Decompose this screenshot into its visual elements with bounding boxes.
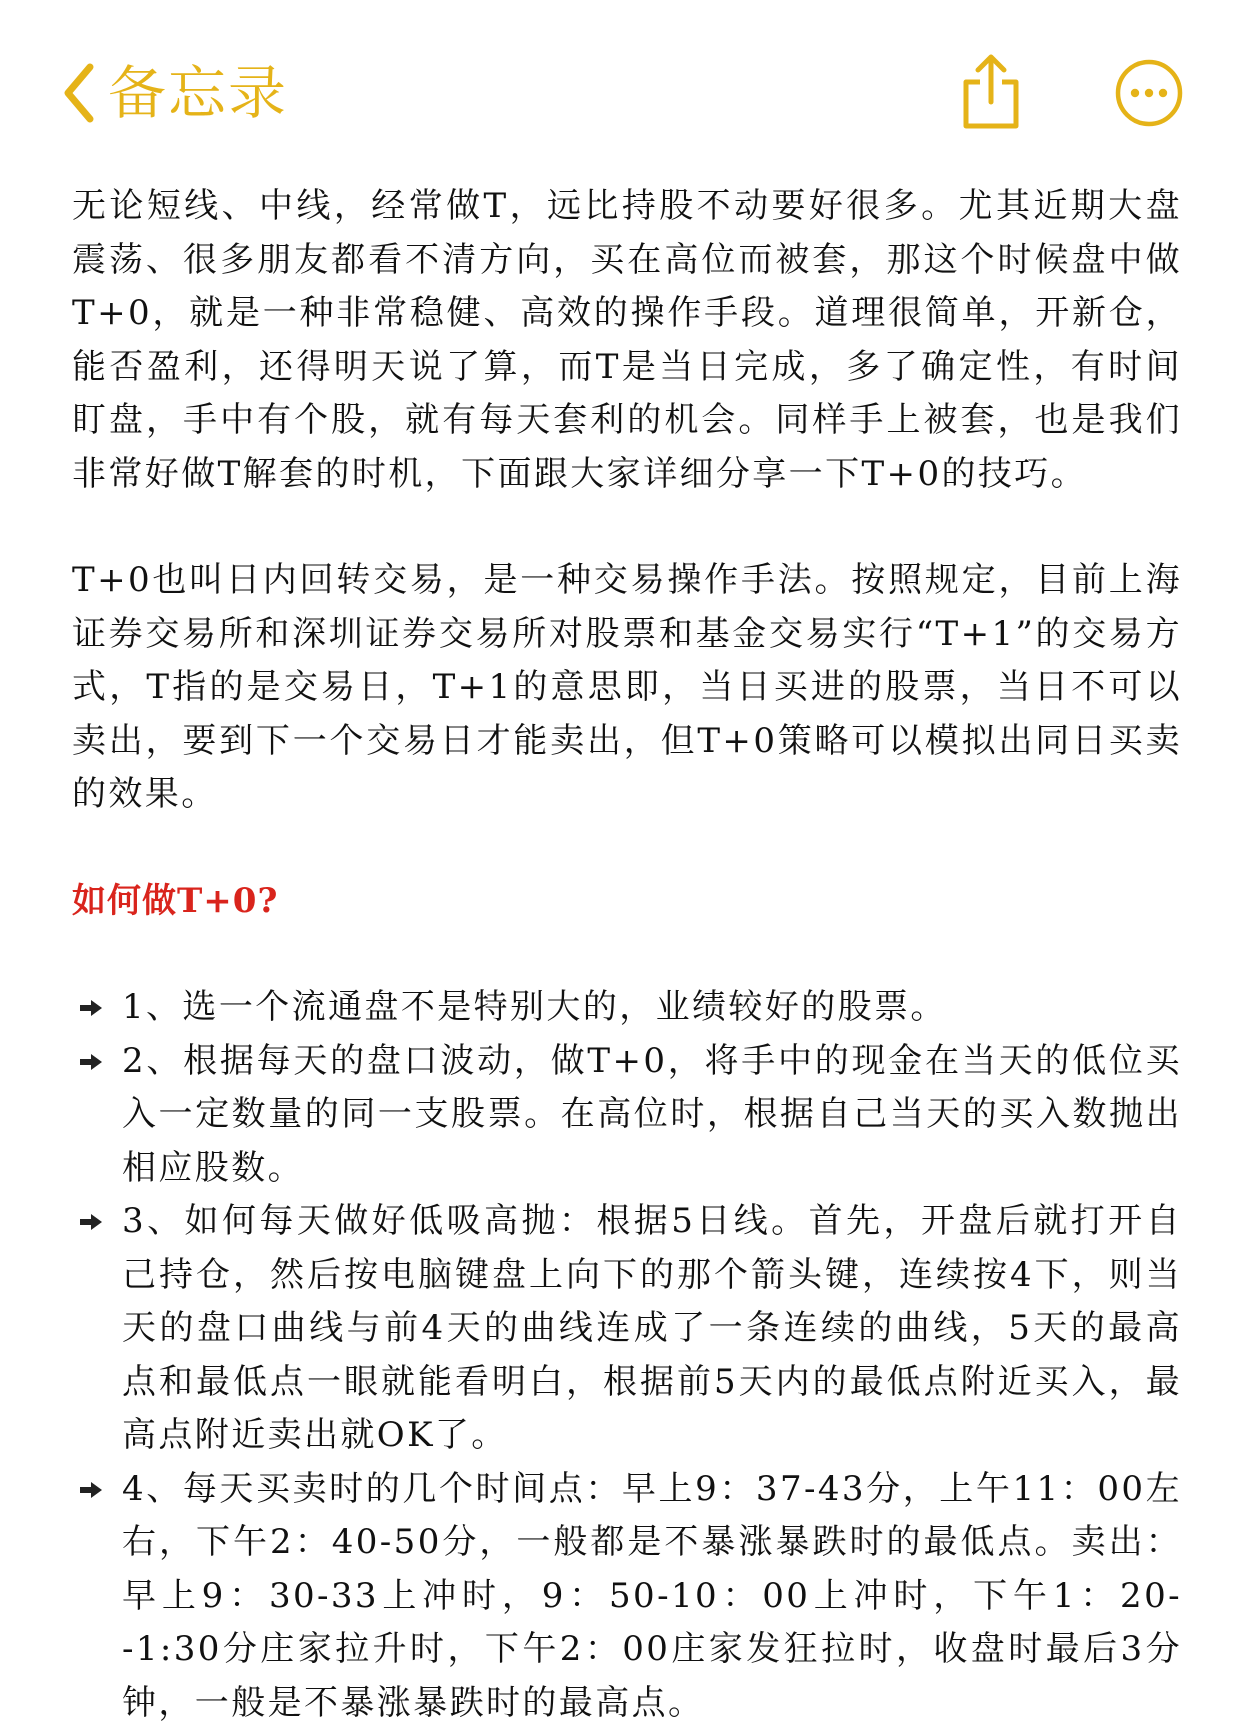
arrow-bullet-icon [78,998,104,1018]
more-icon [1114,58,1184,128]
definition-paragraph: T+0也叫日内回转交易，是一种交易操作手法。按照规定，目前上海证券交易所和深圳证券交易所对股票和基金交易实行“T+1”的交易方式，T指的是交易日，T+1的意思即，当日买进的股票，当日不可以卖出，要到下一个交易日才能卖出，但T+0策略可以模拟出同日买卖的效果。 [72,554,1182,822]
tips-list [72,981,1182,1730]
list-item-text: 3、如何每天做好低吸高抛：根据5日线。首先，开盘后就打开自己持仓，然后按电脑键盘上向下的那个箭头键，连续按4下，则当天的盘口曲线与前4天的曲线连成了一条连续的曲线，5天的最高点和最低点一眼就能看明白，根据前5天内的最低点附近买入，最高点附近卖出就OK了。 [122,1201,1182,1455]
chevron-left-icon [62,62,96,124]
note-body[interactable] [72,180,1182,1730]
list-item [72,981,1182,1035]
list-item-text: 4、每天买卖时的几个时间点：早上9：37-43分，上午11：00左右，下午2：40-50分，一般都是不暴涨暴跌时的最低点。卖出：早上9：30-33上冲时，9：50-10：00上冲时，下午1：20--1:30分庄家拉升时，下午2：00庄家发狂拉时，收盘时最后3分钟，一般是不暴涨暴跌时的最高点。 [122,1469,1182,1723]
back-label: 备忘录 [108,58,288,128]
list-item-text: 1、选一个流通盘不是特别大的，业绩较好的股票。 [122,987,947,1027]
arrow-bullet-icon [78,1212,104,1232]
intro-paragraph: 无论短线、中线，经常做T，远比持股不动要好很多。尤其近期大盘震荡、很多朋友都看不清方向，买在高位而被套，那这个时候盘中做T+0，就是一种非常稳健、高效的操作手段。道理很简单，开新仓，能否盈利，还得明天说了算，而T是当日完成，多了确定性，有时间盯盘，手中有个股，就有每天套利的机会。同样手上被套，也是我们非常好做T解套的时机，下面跟大家详细分享一下T+0的技巧。 [72,180,1182,501]
section-heading: 如何做T+0? [72,875,1182,929]
share-button[interactable] [958,52,1024,132]
back-button[interactable] [62,58,288,128]
list-item [72,1035,1182,1196]
more-button[interactable] [1114,58,1184,128]
list-item [72,1463,1182,1730]
list-item-text: 2、根据每天的盘口波动，做T+0，将手中的现金在当天的低位买入一定数量的同一支股票。在高位时，根据自己当天的买入数抛出相应股数。 [122,1041,1182,1188]
list-item [72,1195,1182,1463]
navigation-bar [0,0,1242,160]
arrow-bullet-icon [78,1480,104,1500]
arrow-bullet-icon [78,1052,104,1072]
share-icon [958,52,1024,132]
